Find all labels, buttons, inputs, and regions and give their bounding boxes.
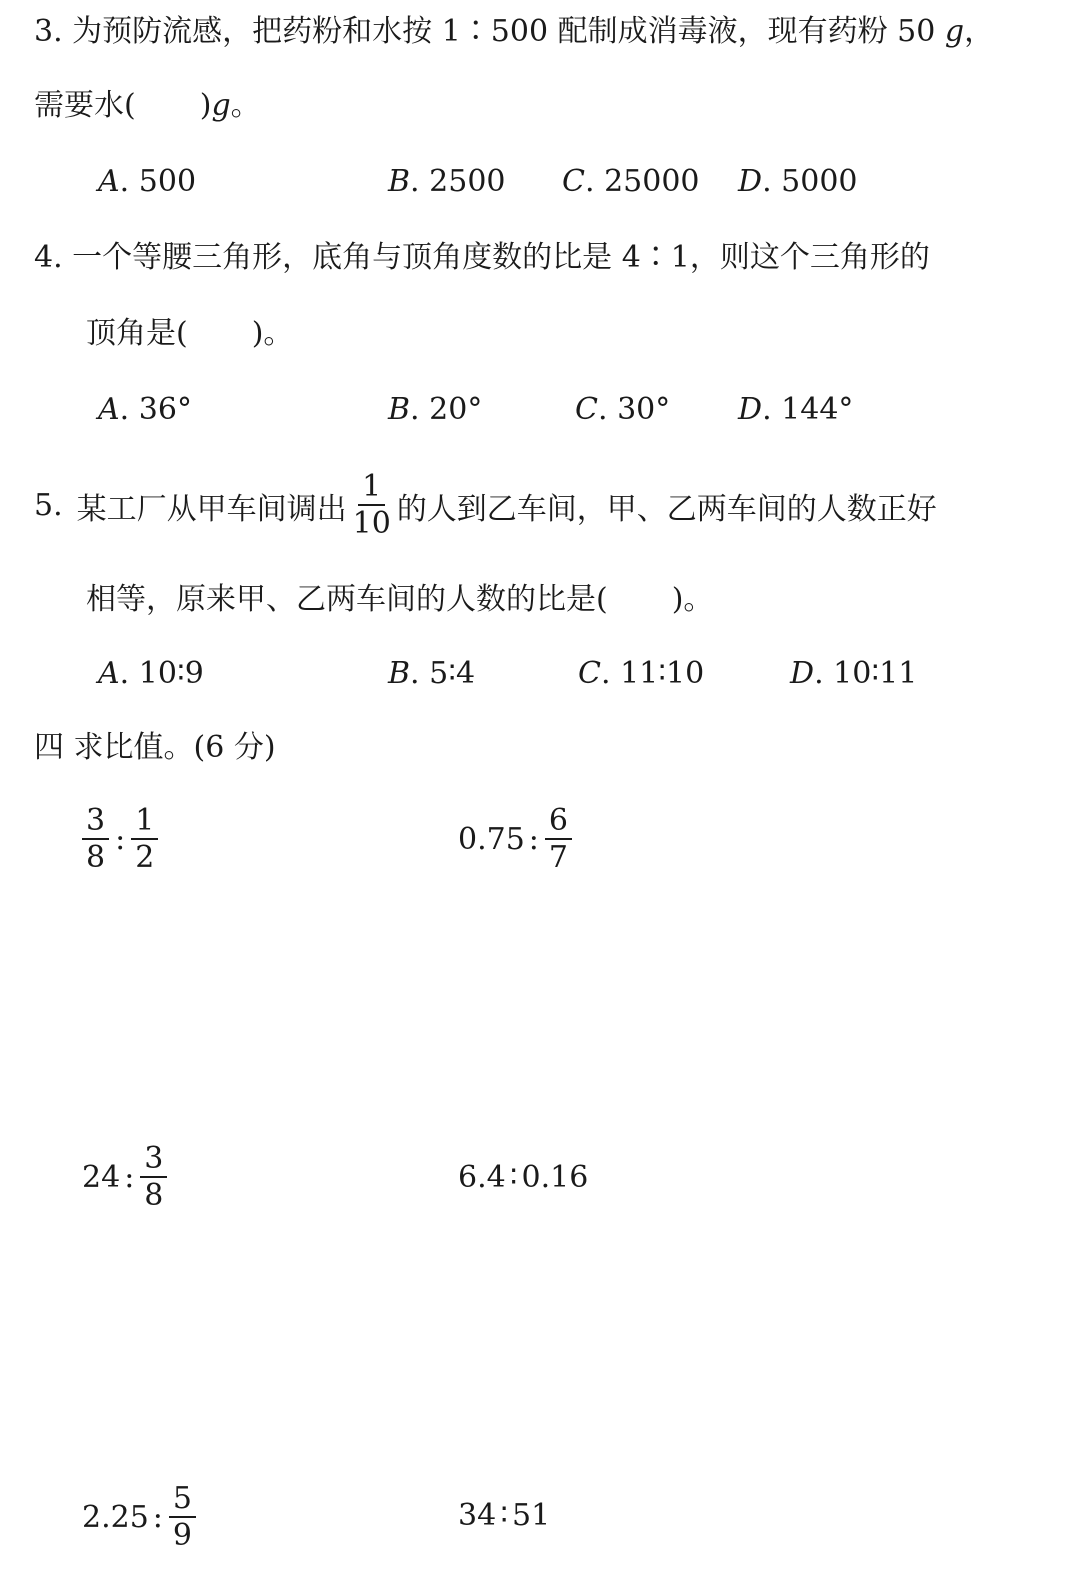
fraction: [140, 1141, 167, 1213]
option-separator: .: [410, 656, 420, 691]
option-letter: B: [388, 164, 411, 199]
fraction-denominator: 9: [172, 1518, 192, 1553]
question-5-text-pre: 某工厂从甲车间调出: [76, 491, 347, 527]
fraction-numerator: 6: [545, 806, 572, 840]
fraction-denominator: 8: [86, 840, 106, 875]
option-separator: .: [410, 392, 420, 427]
question-3-option-b: [388, 162, 506, 202]
ratio-term: 2.25: [82, 1500, 149, 1535]
ratio-term: 0.75: [458, 822, 525, 857]
option-separator: .: [119, 656, 130, 691]
option-value: 5000: [781, 164, 858, 199]
option-value: 20°: [429, 392, 483, 427]
fraction: [131, 803, 158, 875]
option-value: 5∶4: [429, 656, 476, 691]
question-3-close: ): [199, 88, 212, 123]
option-separator: .: [584, 164, 595, 199]
option-letter: A: [98, 164, 120, 199]
ratio-term: 0.16: [521, 1160, 589, 1195]
question-3-period: 。: [230, 88, 261, 123]
question-4-line-1: [34, 238, 930, 278]
option-separator: .: [119, 164, 130, 199]
question-3-text: 为预防流感，把药粉和水按 1∶500 配制成消毒液，现有药粉 50: [72, 14, 936, 49]
ratio-colon: ∶: [509, 1160, 518, 1195]
ratio-colon: :: [124, 1160, 135, 1195]
option-value: 36°: [138, 392, 192, 427]
question-5-prompt: 相等，原来甲、乙两车间的人数的比是(: [86, 582, 608, 617]
option-letter: C: [562, 164, 585, 199]
ratio-exercise-4: [458, 1158, 588, 1198]
fraction-denominator: 8: [144, 1178, 164, 1213]
option-letter: A: [98, 656, 120, 691]
ratio-term: 24: [82, 1160, 121, 1195]
ratio-colon: :: [528, 822, 539, 857]
question-5-close: )。: [671, 582, 714, 617]
fraction-numerator: 3: [82, 806, 109, 840]
option-value: 2500: [429, 164, 506, 199]
ratio-term: 6.4: [458, 1160, 506, 1195]
option-letter: B: [388, 656, 411, 691]
question-4-option-c: [575, 390, 670, 430]
option-letter: B: [388, 392, 411, 427]
question-4-option-b: [388, 390, 482, 430]
ratio-term: 34: [458, 1498, 497, 1533]
fraction: [82, 803, 109, 875]
ratio-exercise-6: [458, 1496, 550, 1536]
ratio-exercise-2: [458, 803, 574, 875]
question-3-option-d: [738, 162, 858, 202]
option-letter: C: [575, 392, 598, 427]
option-value: 10∶9: [138, 656, 204, 691]
fraction-one-tenth: [349, 469, 395, 541]
fraction-numerator: 5: [169, 1484, 196, 1518]
question-4-option-d: [738, 390, 853, 430]
option-value: 25000: [604, 164, 700, 199]
section-4-heading: 四 求比值。(6 分): [34, 730, 276, 765]
fraction-denominator: 7: [548, 840, 568, 875]
question-4-text: 一个等腰三角形，底角与顶角度数的比是 4∶1，则这个三角形的: [72, 240, 930, 275]
fraction: [169, 1481, 196, 1553]
option-letter: D: [738, 164, 763, 199]
question-3-number: 3.: [34, 14, 63, 49]
fraction-denominator: 2: [135, 840, 155, 875]
question-3-comma: ，: [964, 14, 995, 49]
question-4-close: )。: [251, 316, 294, 351]
option-separator: .: [762, 164, 772, 199]
question-5-option-d: [790, 654, 917, 694]
fraction-numerator: 1: [358, 472, 385, 506]
ratio-exercise-3: [82, 1141, 169, 1213]
ratio-exercise-5: [82, 1481, 198, 1553]
question-3-prompt: 需要水(: [34, 88, 136, 123]
question-5-line-1: [34, 469, 937, 541]
option-letter: D: [790, 656, 815, 691]
question-3-line-1: [34, 12, 994, 52]
option-separator: .: [597, 392, 608, 427]
question-5-option-b: [388, 654, 475, 694]
question-4-number: 4.: [34, 240, 63, 275]
option-separator: .: [814, 656, 824, 691]
option-value: 144°: [781, 392, 854, 427]
question-4-prompt: 顶角是(: [86, 316, 188, 351]
question-3-option-a: [98, 162, 196, 202]
fraction: [545, 803, 572, 875]
ratio-exercise-1: [80, 803, 160, 875]
option-separator: .: [762, 392, 772, 427]
question-5-option-a: [98, 654, 204, 694]
option-value: 11∶10: [620, 656, 705, 691]
option-value: 500: [138, 164, 197, 199]
option-value: 10∶11: [833, 656, 918, 691]
question-5-number: 5.: [34, 488, 63, 523]
option-separator: .: [119, 392, 130, 427]
question-4-line-2: [86, 314, 293, 354]
fraction-denominator: 10: [352, 506, 391, 541]
option-letter: C: [578, 656, 601, 691]
question-4-option-a: [98, 390, 192, 430]
option-letter: D: [738, 392, 763, 427]
ratio-colon: :: [115, 822, 126, 857]
fraction-numerator: 1: [131, 806, 158, 840]
question-5-text-post: 的人到乙车间，甲、乙两车间的人数正好: [396, 491, 937, 527]
fraction-numerator: 3: [140, 1144, 167, 1178]
question-3-option-c: [562, 162, 700, 202]
ratio-colon: :: [152, 1500, 163, 1535]
ratio-term: 51: [512, 1498, 551, 1533]
question-5-option-c: [578, 654, 704, 694]
option-value: 30°: [617, 392, 671, 427]
option-letter: A: [98, 392, 120, 427]
question-5-line-2: [86, 580, 713, 620]
option-separator: .: [410, 164, 420, 199]
option-separator: .: [600, 656, 611, 691]
ratio-colon: ∶: [500, 1498, 508, 1533]
question-3-unit: g: [944, 14, 965, 49]
question-3-line-2: [34, 86, 261, 126]
question-3-answer-unit: g: [211, 88, 231, 123]
